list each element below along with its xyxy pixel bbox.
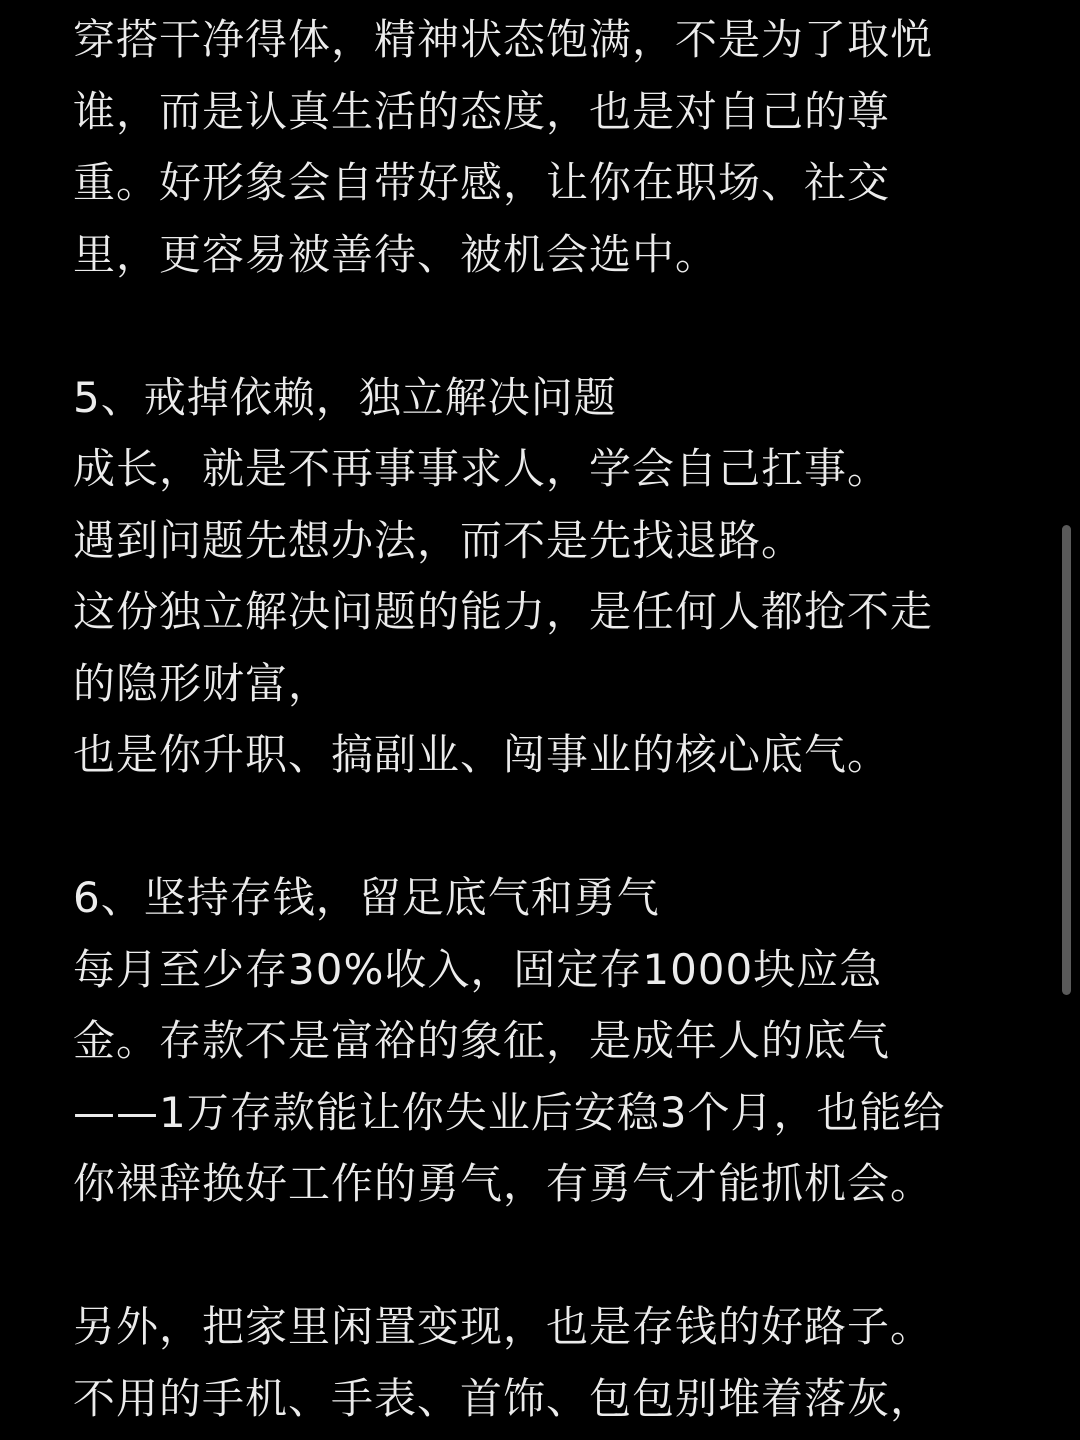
paragraph-line: ——1万存款能让你失业后安稳3个月，也能给 xyxy=(73,1087,946,1137)
paragraph-line: 的隐形财富， xyxy=(73,658,332,708)
paragraph-line: 也是你升职、搞副业、闯事业的核心底气。 xyxy=(73,730,891,779)
paragraph-line: 重。好形象会自带好感，让你在职场、社交 xyxy=(73,158,891,207)
paragraph-line: 里，更容易被善待、被机会选中。 xyxy=(73,229,719,279)
paragraph-line: 这份独立解决问题的能力，是任何人都抢不走 xyxy=(73,587,934,636)
paragraph-line: 谁，而是认真生活的态度，也是对自己的尊 xyxy=(73,86,891,136)
paragraph-line: 另外，把家里闲置变现，也是存钱的好路子。 xyxy=(73,1302,934,1351)
paragraph-line: 金。存款不是富裕的象征，是成年人的底气 xyxy=(73,1016,891,1065)
section-heading-6: 6、坚持存钱，留足底气和勇气 xyxy=(73,873,660,922)
paragraph-line: 你裸辞换好工作的勇气，有勇气才能抓机会。 xyxy=(73,1159,934,1208)
note-body xyxy=(73,4,1013,1434)
paragraph-spacer xyxy=(73,1220,1013,1292)
paragraph-line: 不用的手机、手表、首饰、包包别堆着落灰， xyxy=(73,1373,934,1423)
paragraph-line: 成长，就是不再事事求人，学会自己扛事。 xyxy=(73,444,891,493)
section-heading-5: 5、戒掉依赖，独立解决问题 xyxy=(73,372,617,422)
paragraph-line: 每月至少存30%收入，固定存1000块应急 xyxy=(73,944,883,994)
paragraph-line: 穿搭干净得体，精神状态饱满，不是为了取悦 xyxy=(73,15,934,64)
paragraph-spacer xyxy=(73,791,1013,863)
vertical-scrollbar[interactable] xyxy=(1062,525,1071,995)
paragraph-line: 遇到问题先想办法，而不是先找退路。 xyxy=(73,515,805,565)
paragraph-spacer xyxy=(73,290,1013,362)
